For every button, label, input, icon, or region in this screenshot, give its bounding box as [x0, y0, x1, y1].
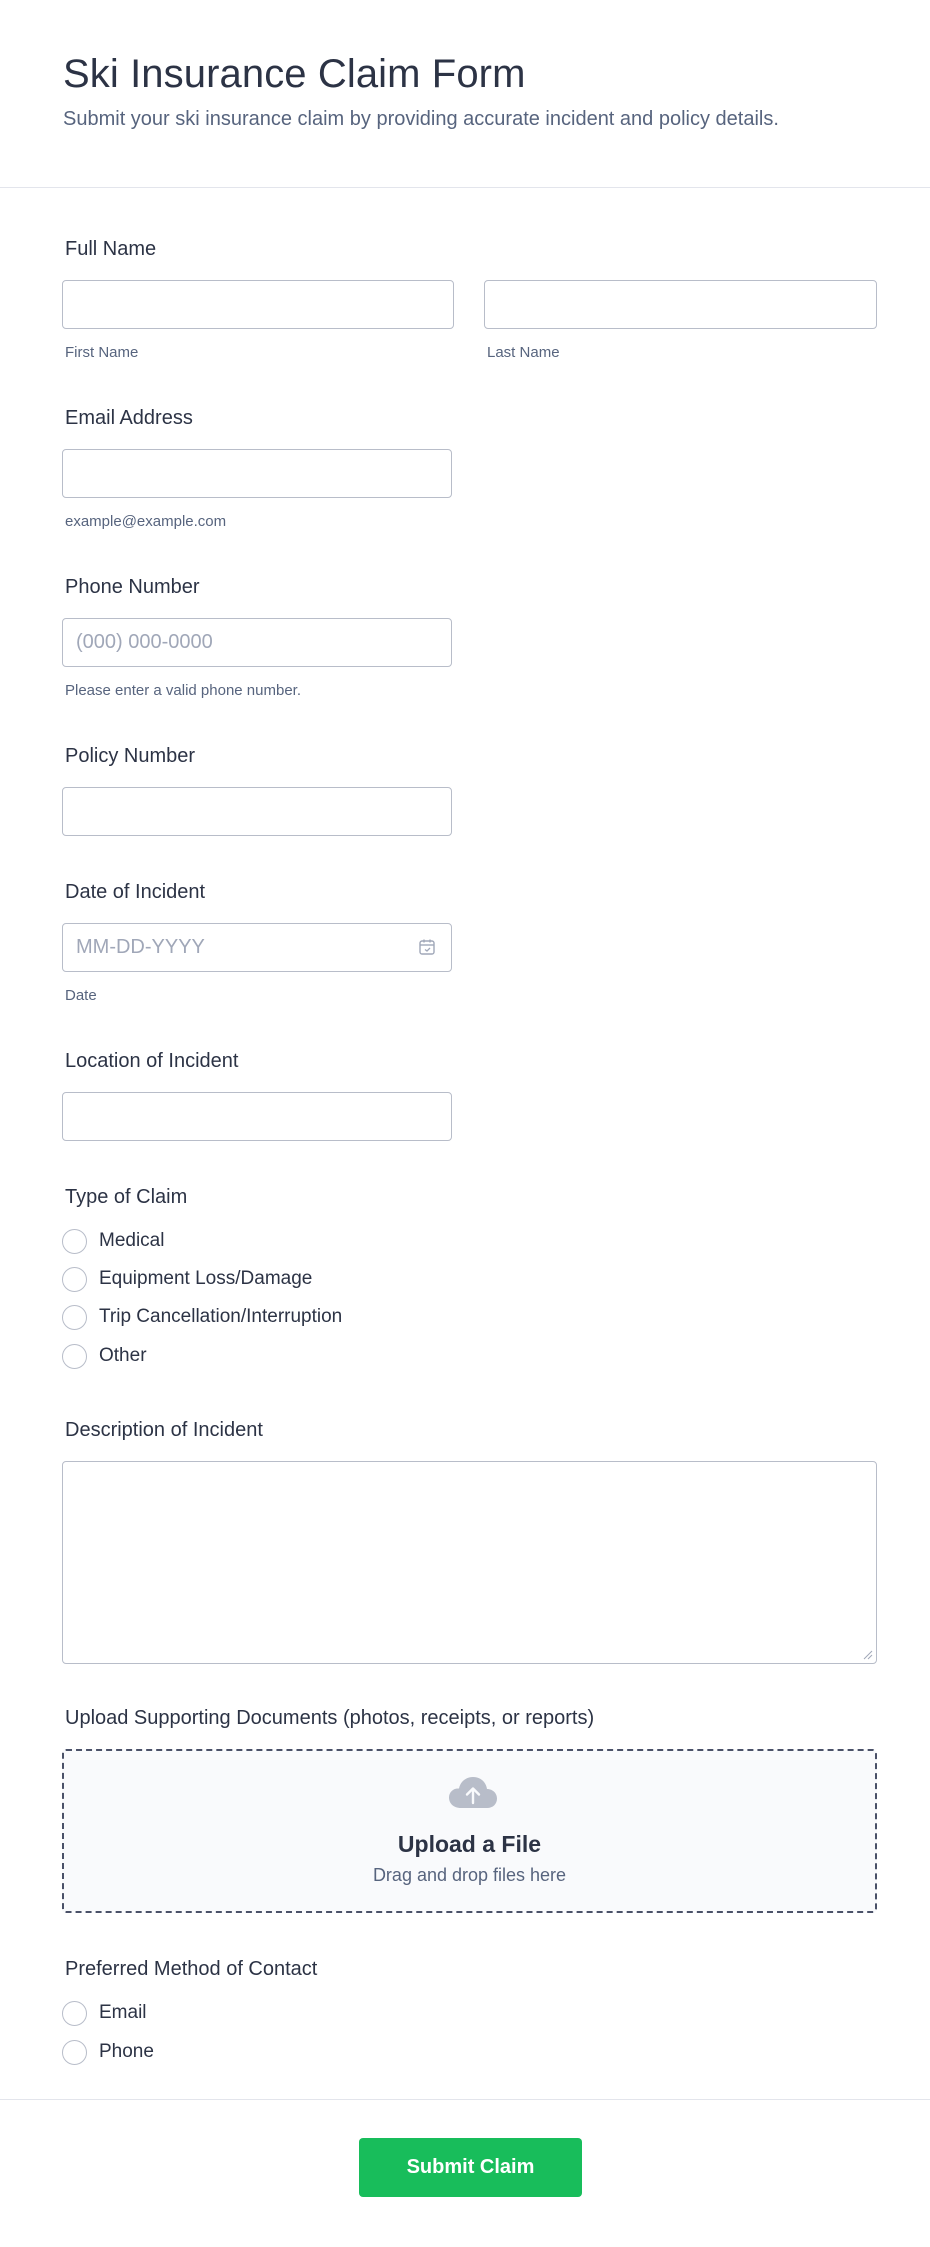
resize-grip-icon[interactable]: [861, 1648, 873, 1660]
radio-button[interactable]: [62, 2040, 87, 2065]
claim-type-label: Type of Claim: [65, 1186, 188, 1208]
claim-type-option-trip[interactable]: [62, 1303, 342, 1331]
radio-label: Trip Cancellation/Interruption: [99, 1306, 343, 1327]
submit-claim-button[interactable]: Submit Claim: [359, 2138, 582, 2197]
email-sublabel: example@example.com: [65, 513, 227, 530]
page-subtitle: Submit your ski insurance claim by providing accurate incident and policy details.: [63, 108, 779, 130]
upload-title: Upload a File: [397, 1831, 542, 1857]
claim-type-option-medical[interactable]: [62, 1227, 164, 1255]
description-label: Description of Incident: [65, 1419, 263, 1441]
first-name-input[interactable]: [62, 280, 454, 329]
contact-option-email[interactable]: [62, 1999, 147, 2027]
location-label: Location of Incident: [65, 1050, 239, 1072]
incident-date-label: Date of Incident: [65, 881, 206, 903]
radio-button[interactable]: [62, 1267, 87, 1292]
contact-option-phone[interactable]: [62, 2038, 154, 2066]
form-header: [0, 0, 930, 188]
contact-method-label: Preferred Method of Contact: [65, 1958, 318, 1980]
radio-button[interactable]: [62, 2001, 87, 2026]
full-name-label: Full Name: [65, 238, 157, 260]
page-title: Ski Insurance Claim Form: [63, 52, 526, 96]
email-input[interactable]: [62, 449, 452, 498]
claim-type-option-other[interactable]: [62, 1342, 147, 1370]
radio-button[interactable]: [62, 1344, 87, 1369]
claim-type-option-equipment[interactable]: [62, 1265, 312, 1293]
cloud-upload-icon: [447, 1775, 499, 1811]
policy-number-label: Policy Number: [65, 745, 196, 767]
radio-label: Medical: [99, 1230, 165, 1251]
incident-date-sublabel: Date: [65, 987, 97, 1004]
upload-label: Upload Supporting Documents (photos, receipts, or reports): [65, 1707, 595, 1729]
policy-number-input[interactable]: [62, 787, 452, 836]
radio-button[interactable]: [62, 1229, 87, 1254]
last-name-input[interactable]: [484, 280, 877, 329]
phone-sublabel: Please enter a valid phone number.: [65, 682, 301, 699]
radio-label: Email: [99, 2002, 147, 2023]
radio-label: Other: [99, 1345, 147, 1366]
upload-subtitle: Drag and drop files here: [372, 1865, 567, 1885]
footer-divider: [0, 2099, 930, 2100]
email-label: Email Address: [65, 407, 193, 429]
incident-date-input[interactable]: [62, 923, 452, 972]
last-name-sublabel: Last Name: [487, 344, 560, 361]
calendar-icon[interactable]: [418, 938, 436, 956]
description-textarea[interactable]: [62, 1461, 877, 1664]
radio-button[interactable]: [62, 1305, 87, 1330]
phone-input[interactable]: [62, 618, 452, 667]
radio-label: Phone: [99, 2041, 154, 2062]
first-name-sublabel: First Name: [65, 344, 139, 361]
radio-label: Equipment Loss/Damage: [99, 1268, 313, 1289]
file-upload-dropzone[interactable]: [62, 1749, 877, 1913]
location-input[interactable]: [62, 1092, 452, 1141]
phone-label: Phone Number: [65, 576, 200, 598]
